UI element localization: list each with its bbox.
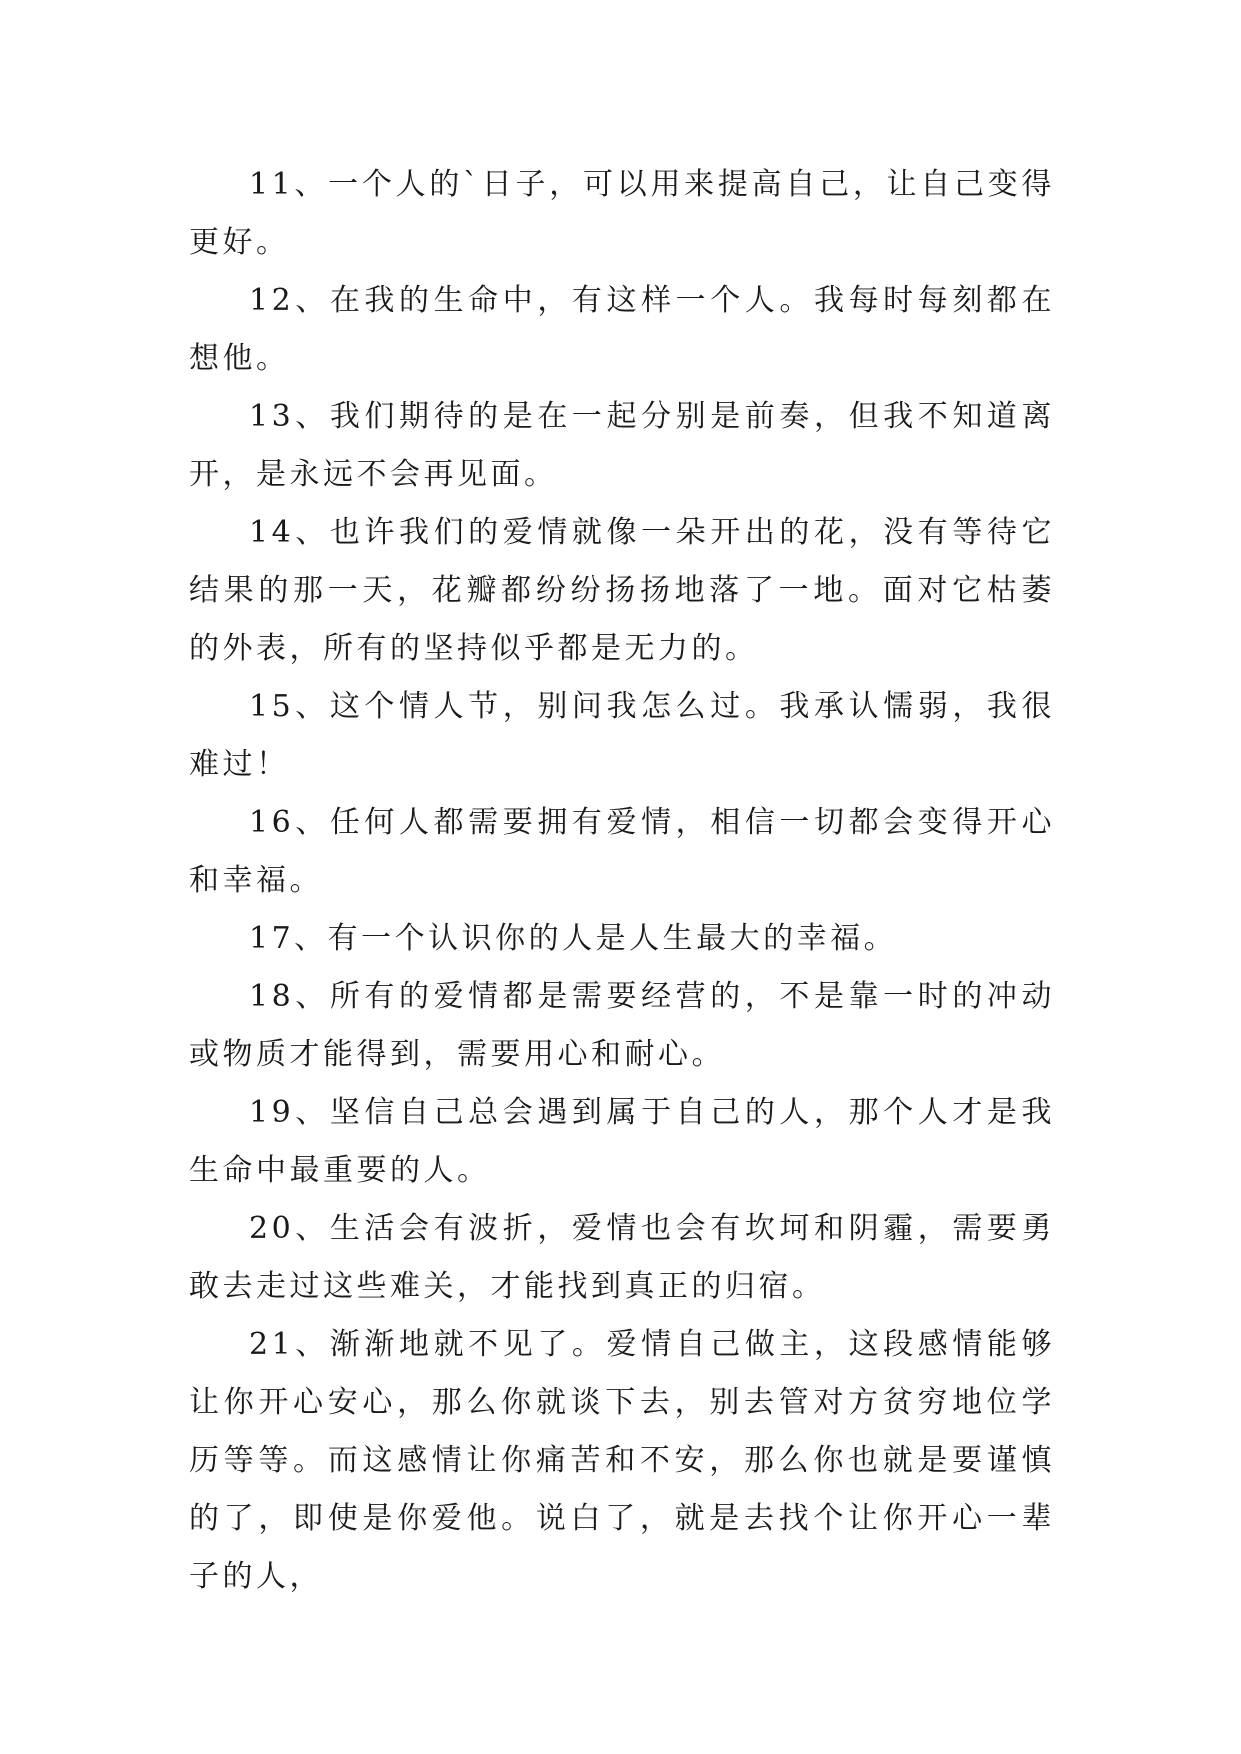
paragraph-19: 19、坚信自己总会遇到属于自己的人，那个人才是我生命中最重要的人。 [189,1095,1055,1188]
paragraph-17: 17、有一个认识你的人是人生最大的幸福。 [249,921,898,956]
paragraph-15: 15、这个情人节，别问我怎么过。我承认懦弱，我很难过！ [189,689,1055,782]
paragraph-18: 18、所有的爱情都是需要经营的，不是靠一时的冲动或物质才能得到，需要用心和耐心。 [189,979,1055,1072]
paragraph-14: 14、也许我们的爱情就像一朵开出的花，没有等待它结果的那一天，花瓣都纷纷扬扬地落了一地。面对它枯萎的外表，所有的坚持似乎都是无力的。 [189,515,1055,666]
paragraph-12: 12、在我的生命中，有这样一个人。我每时每刻都在想他。 [189,283,1055,376]
document-body [189,156,1055,1606]
paragraph-13: 13、我们期待的是在一起分别是前奏，但我不知道离开，是永远不会再见面。 [189,399,1055,492]
paragraph-20: 20、生活会有波折，爱情也会有坎坷和阴霾，需要勇敢去走过这些难关，才能找到真正的归宿。 [189,1211,1055,1304]
paragraph-21: 21、渐渐地就不见了。爱情自己做主，这段感情能够让你开心安心，那么你就谈下去，别去管对方贫穷地位学历等等。而这感情让你痛苦和不安，那么你也就是要谨慎的了，即使是你爱他。说白了，就是去找个让你开心一辈子的人， [189,1327,1055,1594]
paragraph-11: 11、一个人的`日子，可以用来提高自己，让自己变得更好。 [189,167,1055,260]
paragraph-16: 16、任何人都需要拥有爱情，相信一切都会变得开心和幸福。 [189,805,1055,898]
